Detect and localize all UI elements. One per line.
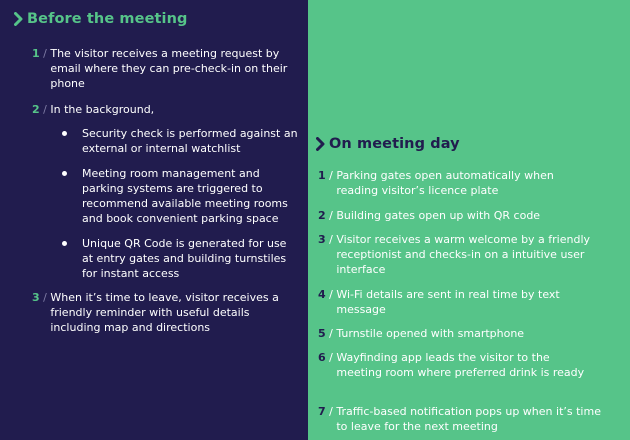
step-separator: / [39, 103, 51, 116]
step-item [318, 287, 608, 317]
step-text: Turnstile opened with smartphone [336, 327, 525, 340]
step-separator: / [325, 233, 337, 246]
step-separator: / [325, 327, 337, 340]
step-number: 1 [32, 47, 40, 60]
step-text: Building gates open up with QR code [336, 209, 541, 222]
before-meeting-panel [0, 0, 308, 440]
step-number: 3 [32, 291, 40, 304]
step-separator: / [325, 169, 337, 182]
step-number: 5 [318, 327, 326, 340]
step-text: In the background, [50, 103, 155, 116]
bullet-dot-icon [62, 171, 67, 176]
step-number: 6 [318, 351, 326, 364]
bullet-item [62, 236, 290, 281]
step-number: 2 [32, 103, 40, 116]
section-title: Before the meeting [27, 11, 188, 27]
step-text: Wi-Fi details are sent in real time by text message [336, 288, 560, 316]
step-separator: / [39, 291, 51, 304]
step-separator: / [325, 351, 337, 364]
step-text: Parking gates open automatically when reading visitor’s licence plate [336, 169, 554, 197]
step-item [318, 208, 608, 223]
step-item [318, 326, 608, 341]
step-text: When it’s time to leave, visitor receives a friendly reminder with useful details including map and directions [50, 291, 279, 334]
step-item [32, 290, 296, 335]
step-item [318, 232, 608, 277]
step-number: 3 [318, 233, 326, 246]
step-text: Wayfinding app leads the visitor to the meeting room where preferred drink is ready [336, 351, 585, 379]
bullet-text: Security check is performed against an external or internal watchlist [82, 127, 298, 155]
section-title: On meeting day [329, 136, 460, 152]
step-text: Visitor receives a warm welcome by a friendly receptionist and checks-in on a intuitive user interface [336, 233, 591, 276]
meeting-day-panel [308, 0, 630, 440]
step-number: 7 [318, 405, 326, 418]
before-meeting-heading [14, 11, 188, 27]
step-item [32, 102, 294, 117]
bullet-text: Meeting room management and parking systems are triggered to recommend available meeting rooms and book convenient parking space [82, 167, 288, 225]
step-separator: / [39, 47, 51, 60]
meeting-day-heading [316, 136, 460, 152]
step-item [318, 350, 596, 380]
step-separator: / [325, 288, 337, 301]
bullet-dot-icon [62, 241, 67, 246]
step-item [32, 46, 294, 91]
step-number: 2 [318, 209, 326, 222]
chevron-right-icon [14, 12, 23, 26]
step-separator: / [325, 209, 337, 222]
bullet-dot-icon [62, 131, 67, 136]
step-separator: / [325, 405, 337, 418]
step-text: The visitor receives a meeting request by email where they can pre-check-in on their phone [50, 47, 288, 90]
bullet-text: Unique QR Code is generated for use at entry gates and building turnstiles for instant access [82, 237, 287, 280]
step-text: Traffic-based notification pops up when it’s time to leave for the next meeting [336, 405, 601, 433]
step-number: 1 [318, 169, 326, 182]
chevron-right-icon [316, 137, 325, 151]
step-item [318, 168, 594, 198]
step-item [318, 404, 608, 434]
bullet-item [62, 166, 298, 226]
step-number: 4 [318, 288, 326, 301]
bullet-item [62, 126, 298, 156]
